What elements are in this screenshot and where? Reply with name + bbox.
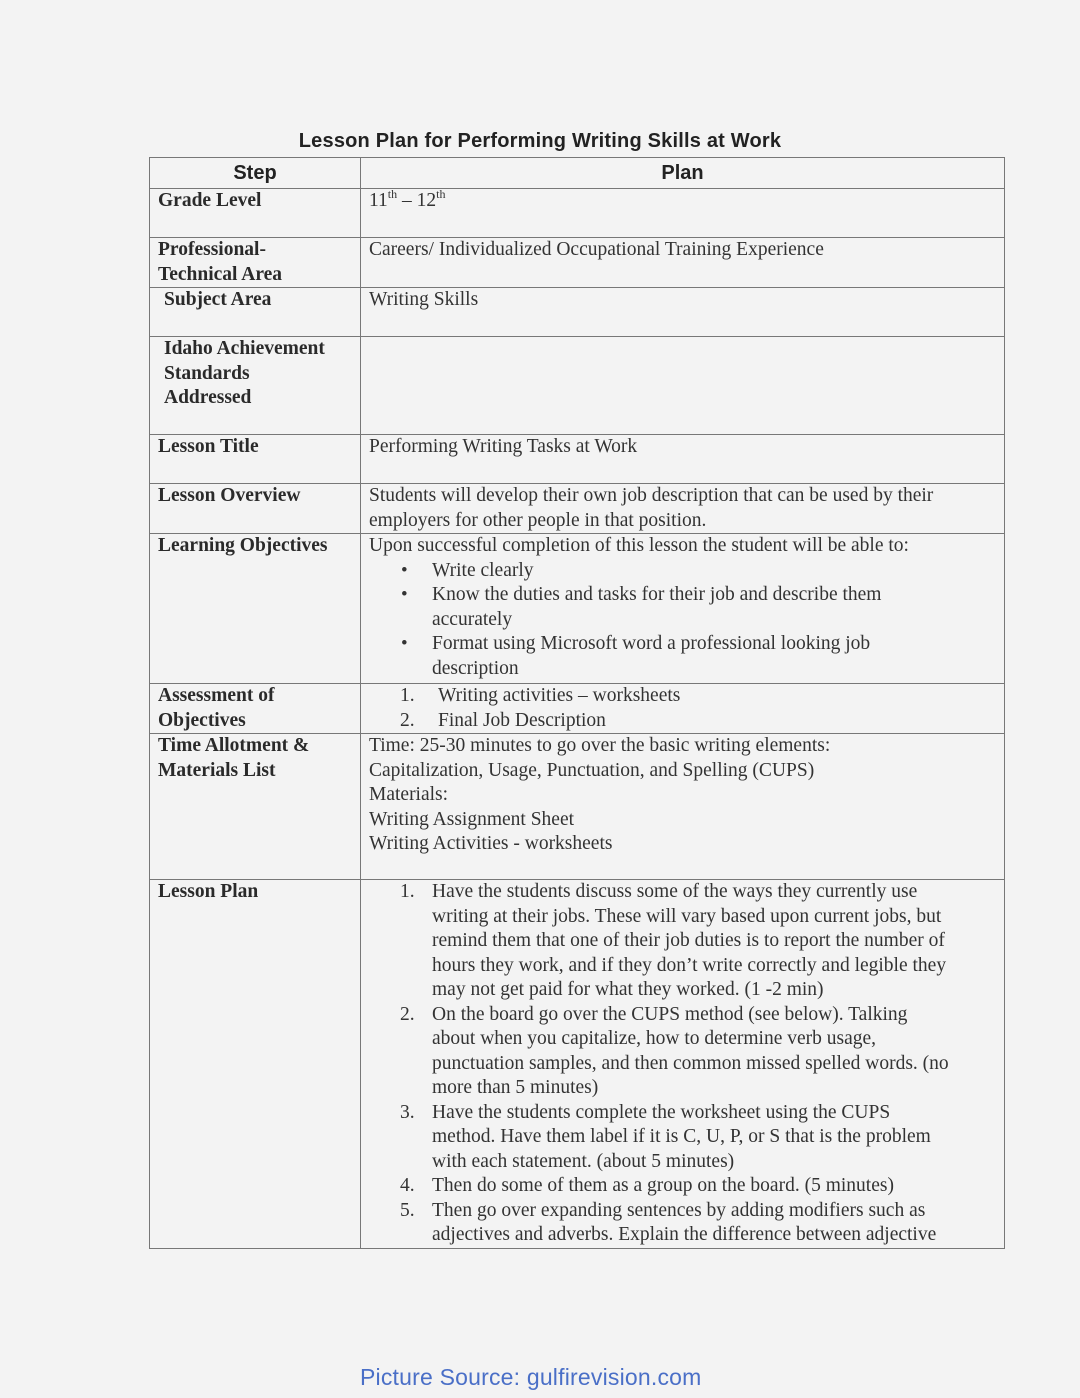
grade-from: 11 <box>369 190 388 211</box>
list-item <box>369 1199 996 1248</box>
table-row-lesson-plan <box>150 880 1005 1249</box>
lesson-plan-steps <box>369 880 996 1248</box>
lesson-title-label: Lesson Title <box>150 435 361 484</box>
subject-area-value: Writing Skills <box>361 288 1005 337</box>
prof-area-label-line1: Professional- <box>158 239 266 260</box>
grade-to: 12 <box>416 190 437 211</box>
step-line: punctuation samples, and then common missed spelled words. (no <box>432 1052 949 1074</box>
lesson-overview-line2: employers for other people in that position. <box>369 509 707 531</box>
time-allotment-value <box>361 734 1005 880</box>
step-line: about when you capitalize, how to determine verb usage, <box>432 1028 877 1049</box>
document-title: Lesson Plan for Performing Writing Skills at Work <box>298 130 782 152</box>
grade-level-value <box>361 189 1005 238</box>
learning-objectives-value <box>361 534 1005 684</box>
standards-value <box>361 337 1005 435</box>
step-line: more than 5 minutes) <box>432 1077 599 1098</box>
assessment-label-line1: Assessment of <box>158 685 275 706</box>
item-number: 3. <box>400 1101 415 1123</box>
plan-column-header: Plan <box>361 158 1005 189</box>
table-row-lesson-title <box>150 435 1005 484</box>
lesson-overview-line1: Students will develop their own job description that can be used by their <box>369 485 934 506</box>
table-header-row <box>150 158 1005 189</box>
objective-text-cont: description <box>432 657 519 679</box>
item-number: 1. <box>400 881 415 902</box>
assessment-value <box>361 684 1005 734</box>
standards-label <box>150 337 361 435</box>
list-item <box>369 1174 996 1199</box>
list-item <box>369 709 996 734</box>
prof-area-value: Careers/ Individualized Occupational Training Experience <box>361 238 1005 288</box>
grade-from-suffix: th <box>387 187 398 201</box>
list-item <box>369 1003 996 1101</box>
lesson-overview-label: Lesson Overview <box>150 484 361 534</box>
step-line: Have the students complete the worksheet using the CUPS <box>432 1101 891 1123</box>
materials-heading: Materials: <box>369 784 449 805</box>
step-line: adjectives and adverbs. Explain the difference between adjective <box>432 1224 937 1245</box>
lesson-plan-table <box>149 157 1005 1249</box>
grade-level-label: Grade Level <box>150 189 361 238</box>
standards-label-line1: Idaho Achievement <box>164 338 325 359</box>
table-row-subject-area <box>150 288 1005 337</box>
list-item <box>432 632 996 681</box>
learning-objectives-label: Learning Objectives <box>150 534 361 684</box>
table-row-assessment <box>150 684 1005 734</box>
subject-area-label: Subject Area <box>150 288 361 337</box>
list-item <box>432 559 996 584</box>
prof-area-label <box>150 238 361 288</box>
assessment-label-line2: Objectives <box>158 709 246 731</box>
assessment-text: Writing activities – worksheets <box>438 685 681 706</box>
step-line: hours they work, and if they don’t write correctly and legible they <box>432 954 947 976</box>
step-line: method. Have them label if it is C, U, P, or S that is the problem <box>432 1126 931 1147</box>
time-allotment-label-line1: Time Allotment & <box>158 735 310 756</box>
lesson-overview-value <box>361 484 1005 534</box>
list-item <box>369 880 996 1003</box>
assessment-text: Final Job Description <box>438 709 606 731</box>
objective-text: • Know the duties and tasks for their job and describe them <box>432 584 882 605</box>
standards-label-line2: Standards <box>164 362 250 384</box>
step-line: writing at their jobs. These will vary based upon current jobs, but <box>432 905 942 927</box>
standards-label-line3: Addressed <box>164 387 252 408</box>
table-row-professional-technical-area <box>150 238 1005 288</box>
objective-text: • Format using Microsoft word a professional looking job <box>432 633 871 654</box>
materials-item: Writing Activities - worksheets <box>369 833 613 854</box>
lesson-title-value: Performing Writing Tasks at Work <box>361 435 1005 484</box>
table-row-time-allotment <box>150 734 1005 880</box>
step-line: remind them that one of their job duties is to report the number of <box>432 930 945 951</box>
learning-objectives-intro: Upon successful completion of this lesson the student will be able to: <box>369 535 909 556</box>
item-number: 1. <box>400 685 415 706</box>
step-line: Have the students discuss some of the ways they currently use <box>432 881 918 902</box>
time-line: Capitalization, Usage, Punctuation, and Spelling (CUPS) <box>369 759 815 781</box>
prof-area-label-line2: Technical Area <box>158 263 283 285</box>
time-allotment-label-line2: Materials List <box>158 759 276 781</box>
step-line: Then do some of them as a group on the board. (5 minutes) <box>432 1175 894 1196</box>
time-line: Time: 25-30 minutes to go over the basic writing elements: <box>369 735 831 756</box>
list-item <box>369 684 996 709</box>
time-allotment-label <box>150 734 361 880</box>
step-line: may not get paid for what they worked. (1 -2 min) <box>432 979 824 1000</box>
step-line: Then go over expanding sentences by adding modifiers such as <box>432 1199 926 1221</box>
list-item <box>432 583 996 632</box>
item-number: 5. <box>400 1199 415 1221</box>
lesson-plan-value <box>361 880 1005 1249</box>
assessment-label <box>150 684 361 734</box>
materials-item: Writing Assignment Sheet <box>369 808 575 830</box>
lesson-plan-label: Lesson Plan <box>150 880 361 1249</box>
item-number: 4. <box>400 1175 415 1196</box>
step-line: with each statement. (about 5 minutes) <box>432 1150 735 1172</box>
table-row-standards <box>150 337 1005 435</box>
step-line: On the board go over the CUPS method (see below). Talking <box>432 1003 908 1025</box>
learning-objectives-list <box>369 559 996 682</box>
grade-to-suffix: th <box>436 187 446 201</box>
objective-text: • Write clearly <box>432 559 534 581</box>
table-row-grade-level <box>150 189 1005 238</box>
objective-text-cont: accurately <box>432 608 513 630</box>
step-column-header: Step <box>150 158 361 189</box>
picture-source-caption: Picture Source: gulfirevision.com <box>360 1364 702 1390</box>
item-number: 2. <box>400 1003 415 1025</box>
grade-dash: – <box>397 190 417 211</box>
table-row-lesson-overview <box>150 484 1005 534</box>
table-row-learning-objectives <box>150 534 1005 684</box>
list-item <box>369 1101 996 1175</box>
assessment-list <box>369 684 996 733</box>
item-number: 2. <box>400 709 415 731</box>
